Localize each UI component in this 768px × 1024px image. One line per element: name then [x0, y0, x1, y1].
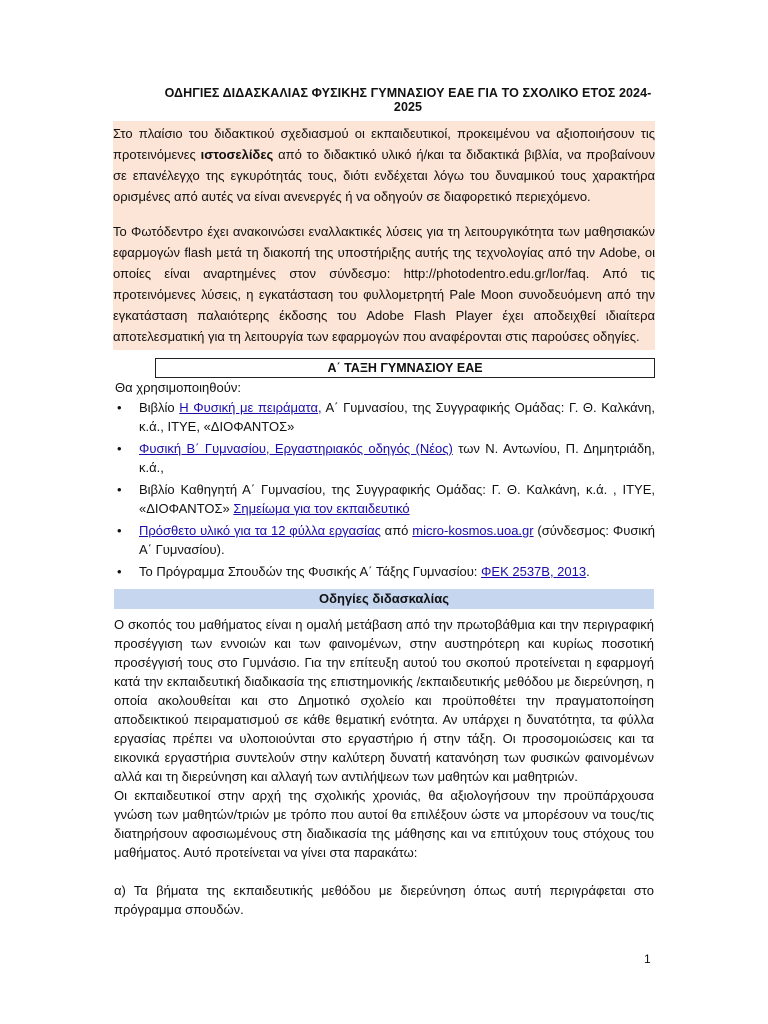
instructions-paragraph-3: α) Τα βήματα της εκπαιδευτικής μεθόδου με διερεύνηση όπως αυτή περιγράφεται στο πρόγραμμα σπουδών. — [114, 883, 654, 917]
bullet-icon: • — [117, 523, 122, 538]
fek-link[interactable]: ΦΕΚ 2537Β, 2013 — [481, 564, 587, 579]
list-item — [115, 562, 655, 581]
teaching-instructions-header: Οδηγίες διδασκαλίας — [114, 589, 654, 609]
teacher-note-link[interactable]: Σημείωμα για τον εκπαιδευτικό — [233, 501, 410, 516]
item-text: Το Πρόγραμμα Σπουδών της Φυσικής Α΄ Τάξης Γυμνασίου: — [139, 564, 482, 579]
page-number: 1 — [644, 952, 651, 966]
grade-a-header: Α΄ ΤΑΞΗ ΓΥΜΝΑΣΙΟΥ ΕΑΕ — [155, 358, 655, 378]
note-p1-bold: ιστοσελίδες — [200, 147, 274, 162]
note-box — [113, 121, 655, 350]
bullet-icon: • — [117, 482, 122, 497]
item-text: από — [380, 523, 413, 538]
item-text: των Ν. Αντωνίου, Π. Δημητριάδη, κ.ά., — [139, 441, 655, 475]
item-text: Βιβλίο — [139, 400, 180, 415]
resources-list — [115, 398, 655, 584]
item-text: . — [586, 564, 590, 579]
list-item — [115, 439, 655, 477]
note-p1-end: από το διδακτικό υλικό ή/και τα διδακτικά βιβλία, να προβαίνουν σε επανέλεγχο της εγκυρότητάς τους, διότι ενδέχεται λόγω του δυναμικού τους χαρακτήρα ορισμένες από αυτές να είναι ανενεργές ή να οδηγούν σε διαφορετικό περιεχόμενο. — [113, 147, 655, 204]
lab-guide-link[interactable]: Φυσική Β΄ Γυμνασίου, Εργαστηριακός οδηγός (Νέος) — [139, 441, 453, 456]
instructions-paragraph-2: Οι εκπαιδευτικοί στην αρχή της σχολικής χρονιάς, θα αξιολογήσουν την προϋπάρχουσα γνώση των μαθητών/τριών με τρόπο που αυτοί θα επιλέξουν ώστε να μπορέσουν να τους/τις διατηρήσουν αφοσιωμένους στη διαδικασία της μάθησης και να επιτύχουν τους στόχους του μαθήματος. Αυτό προτείνεται να γίνει στα παρακάτω: — [114, 788, 654, 860]
item-text: Βιβλίο Καθηγητή Α΄ Γυμνασίου, της Συγγραφικής Ομάδας: Γ. Θ. Καλκάνη, κ.ά. , ΙΤΥΕ, «ΔΙΟΦΑΝΤΟΣ» — [139, 482, 655, 516]
list-item — [115, 398, 655, 436]
instructions-body — [114, 615, 654, 919]
note-paragraph-1 — [113, 123, 655, 207]
list-item — [115, 521, 655, 559]
bullet-icon: • — [117, 400, 122, 415]
item-text: (σύνδεσμος: Φυσική Α΄ Γυμνασίου). — [139, 523, 655, 557]
extra-material-link[interactable]: Πρόσθετο υλικό για τα 12 φύλλα εργασίας — [139, 523, 381, 538]
list-item — [115, 480, 655, 518]
note-paragraph-2: Το Φωτόδεντρο έχει ανακοινώσει εναλλακτικές λύσεις για τη λειτουργικότητα των μαθησιακών εφαρμογών flash μετά τη διακοπή της υποστήριξης αυτής της τεχνολογίας από την Adobe, οι οποίες είναι αναρτημένες στον σύνδεσμο: http://photodentro.edu.gr/lor/faq. Από τις προτεινόμενες λύσεις, η εγκατάσταση του φυλλομετρητή Pale Moon συνοδευόμενη από την εγκατάσταση παλαιότερης έκδοσης του Adobe Flash Player έχει αποδειχθεί ιδιαίτερα αποτελεσματική για τη λειτουργία των εφαρμογών που αναφέρονται στις παρούσες οδηγίες. — [113, 224, 655, 344]
book-link[interactable]: Η Φυσική με πειράματα, — [179, 400, 322, 415]
note-p1-start: Στο πλαίσιο του διδακτικού σχεδιασμού οι εκπαιδευτικοί, προκειμένου να αξιοποιήσουν τις προτεινόμενες — [113, 126, 655, 162]
micro-kosmos-link[interactable]: micro-kosmos.uoa.gr — [412, 523, 534, 538]
resources-intro: Θα χρησιμοποιηθούν: — [115, 380, 241, 395]
item-text: Α΄ Γυμνασίου, της Συγγραφικής Ομάδας: Γ. Θ. Καλκάνη, κ.ά., ΙΤΥΕ, «ΔΙΟΦΑΝΤΟΣ» — [139, 400, 656, 434]
bullet-icon: • — [117, 441, 122, 456]
bullet-icon: • — [117, 564, 122, 579]
page-title: ΟΔΗΓΙΕΣ ΔΙΔΑΣΚΑΛΙΑΣ ΦΥΣΙΚΗΣ ΓΥΜΝΑΣΙΟΥ ΕΑΕ ΓΙΑ ΤΟ ΣΧΟΛΙΚΟ ΕΤΟΣ 2024-2025 — [164, 86, 652, 114]
instructions-paragraph-1: Ο σκοπός του μαθήματος είναι η ομαλή μετάβαση από την πρωτοβάθμια και την περιγραφική προσέγγιση των εννοιών και των φαινομένων, στην αυστηρότερη και κυρίως ποσοτική προσέγγισή τους στο Γυμνάσιο. Για την επίτευξη αυτού του σκοπού προτείνεται η εφαρμογή κατά την εκπαιδευτική διαδικασία της επιστημονικής /εκπαιδευτικής μεθόδου με διερεύνηση, η οποία ακολουθείται και στο Δημοτικό σχολείο και προϋποθέτει την πραγματοποίηση αποδεικτικού πειραματισμού σε κάθε θεματική ενότητα. Αν υπάρχει η δυνατότητα, τα φύλλα εργασίας πρέπει να υλοποιούνται στο εργαστήριο ή στην τάξη. Οι προσομοιώσεις και τα εικονικά εργαστήρια συντελούν στην καλύτερη δυνατή κατανόηση των φυσικών φαινομένων αλλά και τη διερεύνηση και αλλαγή των αντιλήψεων των μαθητών και μαθητριών. — [114, 617, 654, 784]
